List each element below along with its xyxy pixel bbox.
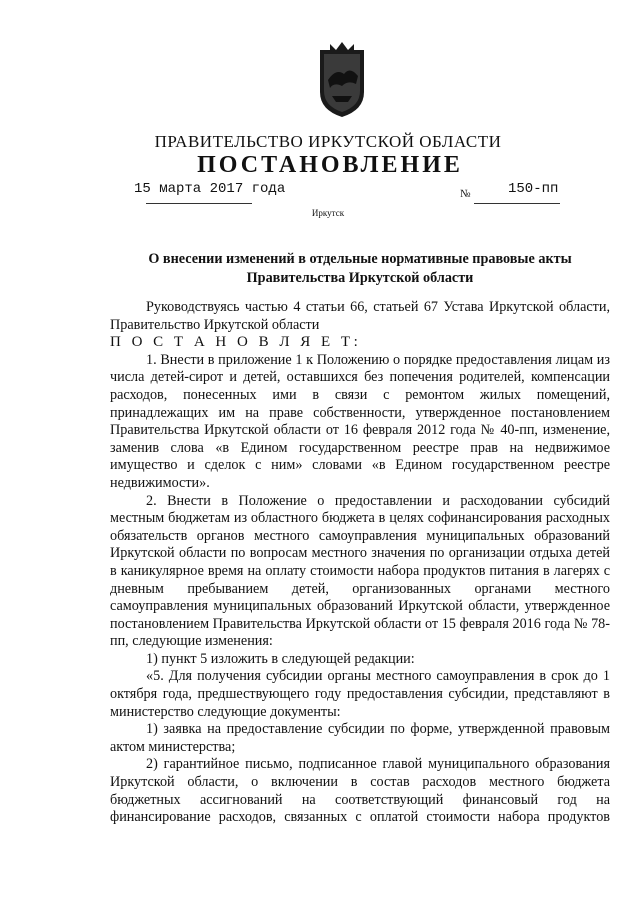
intro-paragraph: Руководствуясь частью 4 статьи 66, статьей 67 Устава Иркутской области, Правительство Иркутской области xyxy=(110,299,610,333)
paragraph-4: «5. Для получения субсидии органы местного самоуправления в срок до 1 октября года, предшествующего году предоставления субсидии, представляют в министерство следующие документы: xyxy=(110,668,610,720)
subject-line-2: Правительства Иркутской области xyxy=(246,270,474,286)
document-body xyxy=(110,299,610,827)
date-underline xyxy=(146,203,252,204)
document-type-title: ПОСТАНОВЛЕНИЕ xyxy=(197,152,463,178)
paragraph-6: 2) гарантийное письмо, подписанное главой муниципального образования Иркутской области, о включении в состав расходов местного бюджета бюджетных ассигнований на соответствующий финансовый год на финансирование расходов, связанных с оплатой стоимости набора продуктов xyxy=(110,756,610,826)
document-date: 15 марта 2017 года xyxy=(134,181,286,197)
coat-of-arms-emblem xyxy=(318,40,366,118)
paragraph-3: 1) пункт 5 изложить в следующей редакции: xyxy=(146,650,415,667)
document-subject xyxy=(110,250,610,288)
number-underline xyxy=(474,203,560,204)
paragraph-5: 1) заявка на предоставление субсидии по форме, утвержденной правовым актом министерства; xyxy=(110,721,610,755)
resolves-keyword: П О С Т А Н О В Л Я Е Т: xyxy=(110,334,362,351)
subject-line-1: О внесении изменений в отдельные нормативные правовые акты xyxy=(148,251,572,267)
number-sign: № xyxy=(460,188,471,200)
document-number: 150-пп xyxy=(508,181,559,197)
paragraph-1: 1. Внести в приложение 1 к Положению о порядке предоставления лицам из числа детей-сирот и детей, оставшихся без попечения родителей, компенсации расходов, понесенных ими в связи с ремонтом жилых помещений, принадлежащих им на праве собственности, утвержденное постановлением Правительства Иркутской области от 16 февраля 2012 года № 40-пп, изменение, заменив слова «в Едином государственном реестре прав на недвижимое имущество и сделок с ним» словами «в Едином государственном реестре недвижимости». xyxy=(110,351,610,491)
city-name: Иркутск xyxy=(311,208,345,218)
government-name: ПРАВИТЕЛЬСТВО ИРКУТСКОЙ ОБЛАСТИ xyxy=(154,132,502,151)
paragraph-2: 2. Внести в Положение о предоставлении и расходовании субсидий местным бюджетам из областного бюджета в целях софинансирования расходных обязательств органов местного самоуправления муниципальных образований Иркутской области по вопросам местного значения по организации отдыха детей в каникулярное время на оплату стоимости набора продуктов питания в лагерях с дневным пребыванием детей, организованных органами местного самоуправления муниципальных образований Иркутской области, утвержденное постановлением Правительства Иркутской области от 15 февраля 2016 года № 78-пп, следующие изменения: xyxy=(110,492,610,650)
